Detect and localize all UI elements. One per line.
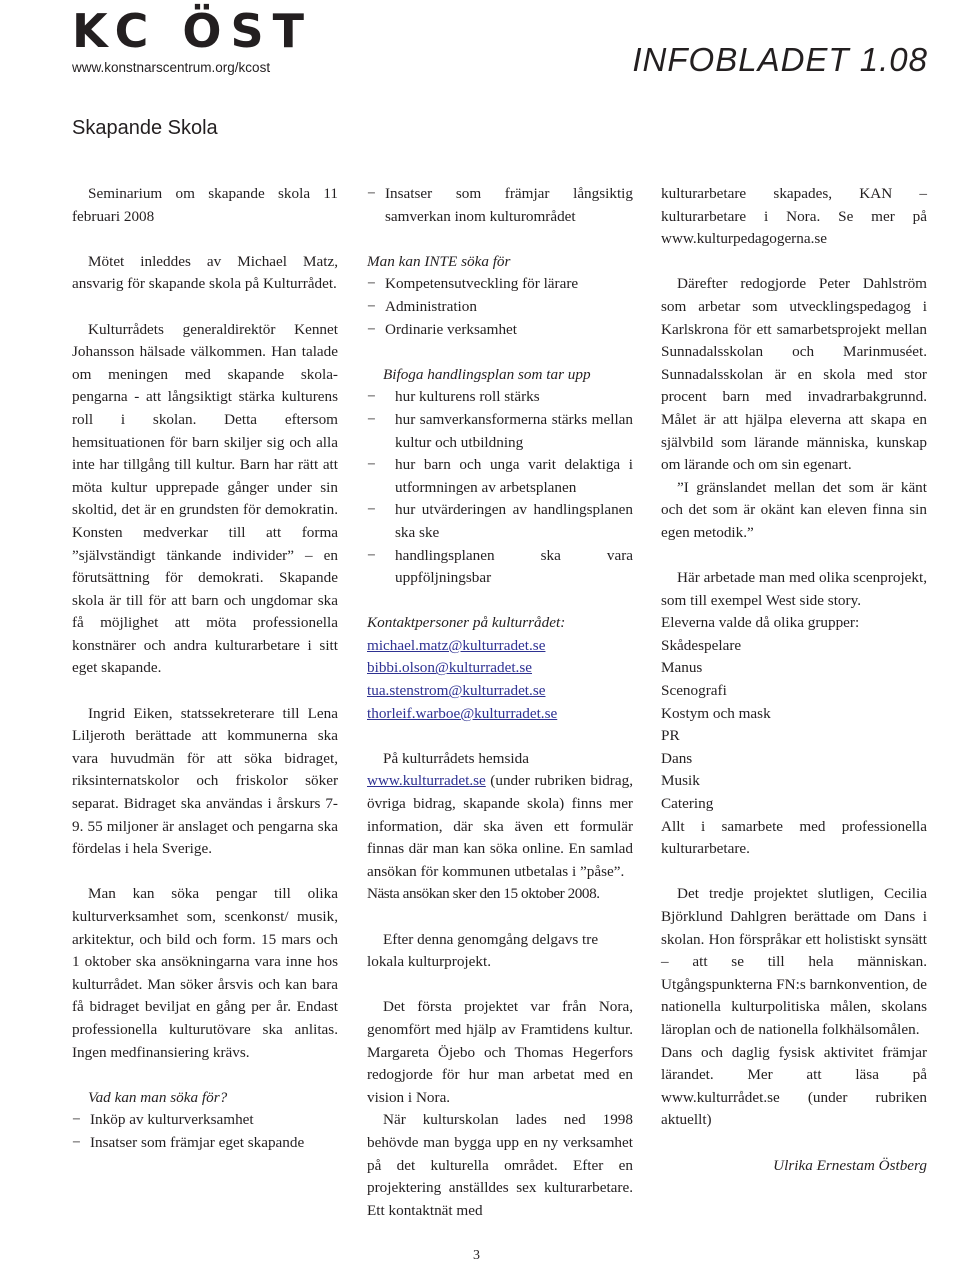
list-item: − Insatser som främjar långsiktig samverkan inom kulturområdet bbox=[367, 183, 633, 228]
list-item: − Ordinarie verksamhet bbox=[367, 319, 633, 342]
paragraph-opening: Mötet inleddes av Michael Matz, ansvarig för skapande skola på Kulturrådet. bbox=[72, 252, 338, 293]
section-title: Skapande Skola bbox=[72, 117, 218, 139]
continued-list bbox=[367, 183, 633, 228]
column-2 bbox=[367, 183, 633, 1222]
groups-outro: Allt i samarbete med professionella kulturarbetare. bbox=[661, 817, 927, 858]
contact-email bbox=[367, 635, 633, 658]
groups-intro: Eleverna valde då olika grupper: bbox=[661, 614, 860, 632]
page-number: 3 bbox=[473, 1248, 480, 1263]
paragraph-dance-project: Det tredje projektet slutligen, Cecilia Björklund Dahlgren berättade om Dans i skolan. Hon förspråkar ett holistiskt synsätt – att se till hela människan. Utgångspunkterna FN:s barnkonvention, de nationella kulturpolitiska målen, skolans läroplan och de nationella folkhälsomålen. bbox=[661, 885, 927, 1038]
question-list bbox=[72, 1109, 338, 1154]
list-item: − Kompetensutveckling för lärare bbox=[367, 273, 633, 296]
paragraph-physical-activity: Dans och daglig fysisk aktivitet främjar lärandet. Mer att läsa på www.kulturrådet.se (under rubriken aktuellt) bbox=[661, 1043, 927, 1129]
seminar-heading: Seminarium om skapande skola 11 februari 2008 bbox=[72, 185, 338, 225]
website-intro: På kulturrådets hemsida bbox=[383, 749, 529, 767]
paragraph-stage-projects: Här arbetade man med olika scenprojekt, som till exempel West side story. bbox=[661, 569, 927, 609]
paragraph-nora-culture-school: När kulturskolan lades ned 1998 behövde man bygga upp en ny verksamhet på det kulturella området. Efter en projektering anställdes sex kulturarbetare. Ett kontaktnät med bbox=[367, 1111, 633, 1219]
email-link[interactable]: bibbi.olson@kulturradet.se bbox=[367, 659, 532, 677]
group-item: Skådespelare bbox=[661, 636, 742, 654]
website-text: (under rubriken bidrag, övriga bidrag, skapande skola) finns mer information, där ska även ett formulär finnas där man kan söka online. En samlad ansökan för kommunen utbetalas i ”påse”. bbox=[367, 772, 633, 880]
group-item: Catering bbox=[661, 795, 714, 813]
list-item: − hur samverkansformerna stärks mellan kultur och utbildning bbox=[367, 409, 633, 454]
group-item: Kostym och mask bbox=[661, 704, 771, 722]
list-item: − handlingsplanen ska vara uppföljningsbar bbox=[367, 545, 633, 590]
action-plan-list bbox=[367, 386, 633, 589]
paragraph-director-general: Kulturrådets generaldirektör Kennet Johansson hälsade välkommen. Han talade om meningen med skapande skola-pengarna - att långsiktigt stärka kulturens roll i skolan. Detta eftersom hemsituationen för barn skiljer sig och alla inte har tillgång till kultur. Barn har rätt att möta kultur upprepade gånger under sin skoltid, det är en grundsten för demokratin. Konsten medverkar till att forma ”självständigt tänkande individer” – en förutsättning för demokrati. Skapande skola är till för att barn och ungdomar ska få möjlighet att möta professionella konstnärer och andra kulturarbetare i sitt eget skapande. bbox=[72, 320, 338, 677]
contacts-heading: Kontaktpersoner på kulturrådet: bbox=[367, 614, 566, 632]
group-item: Manus bbox=[661, 659, 703, 677]
author-signature: Ulrika Ernestam Östberg bbox=[773, 1156, 927, 1174]
contact-email bbox=[367, 680, 633, 703]
paragraph-state-secretary: Ingrid Eiken, statssekreterare till Lena Liljeroth berättade att kommunerna ska vara huvudmän för att söka bidraget, riksinternatskolor och friskolor söker separat. Bidraget ska användas i årskurs 7-9. 55 miljoner är anslaget och pengarna ska fördelas i hela Sverige. bbox=[72, 704, 338, 858]
issue-title: INFOBLADET 1.08 bbox=[632, 41, 928, 78]
not-eligible-list bbox=[367, 273, 633, 341]
list-item: − Inköp av kulturverksamhet bbox=[72, 1109, 338, 1132]
column-3 bbox=[661, 183, 927, 1177]
contact-email bbox=[367, 657, 633, 680]
website-paragraph bbox=[367, 770, 633, 883]
list-item: − Administration bbox=[367, 296, 633, 319]
website-url[interactable]: www.konstnarscentrum.org/kcost bbox=[72, 60, 271, 75]
next-application: Nästa ansökan sker den 15 oktober 2008. bbox=[367, 885, 600, 903]
group-item: Dans bbox=[661, 749, 693, 767]
group-item: Musik bbox=[661, 772, 700, 790]
contact-email bbox=[367, 703, 633, 726]
paragraph-nora-project: Det första projektet var från Nora, genomfört med hjälp av Framtidens kultur. Margareta Öjebo och Thomas Hegerfors redogjorde för hur man arbetat med en vision i Nora. bbox=[367, 998, 633, 1106]
list-item: − Insatser som främjar eget skapande bbox=[72, 1132, 338, 1155]
group-item: PR bbox=[661, 727, 680, 745]
list-item: − hur utvärderingen av handlingsplanen ska ske bbox=[367, 499, 633, 544]
list-item: − hur barn och unga varit delaktiga i utformningen av arbetsplanen bbox=[367, 454, 633, 499]
action-plan-heading: Bifoga handlingsplan som tar upp bbox=[383, 365, 591, 383]
not-eligible-heading: Man kan INTE söka för bbox=[367, 252, 511, 270]
paragraph-sunnadal-project: Därefter redogjorde Peter Dahlström som arbetar som utvecklingspedagog i Karlskrona för ett samarbetsprojekt mellan Sunnadalsskolan och Marinmuséet. Sunnadalsskolan är en skola med stor procent barn med invadrarbakgrunnd. Målet är att hjälpa eleverna att skapa en självbild som lärande människa, kunskap om lärande och om sin egenart. bbox=[661, 275, 927, 474]
paragraph-kan-continued: kulturarbetare skapades, KAN – kulturarbetare i Nora. Se mer på www.kulturpedagogerna.se bbox=[661, 185, 927, 248]
email-link[interactable]: michael.matz@kulturradet.se bbox=[367, 636, 546, 654]
paragraph-local-projects: Efter denna genomgång delgavs tre lokala kulturprojekt. bbox=[367, 930, 599, 971]
question-heading: Vad kan man söka för? bbox=[88, 1088, 228, 1106]
paragraph-funding: Man kan söka pengar till olika kulturverksamhet som, scenkonst/ musik, arkitektur, och bild och form. 15 mars och 1 oktober ska ansökningarna vara inne hos kulturrådet. Man söker årsvis och kan bara få bidraget beviljat en gång per år. Endast professionella kulturutövare ska anlitas. Ingen medfinansiering krävs. bbox=[72, 885, 338, 1061]
column-1 bbox=[72, 183, 338, 1155]
list-item: − hur kulturens roll stärks bbox=[367, 386, 633, 409]
email-link[interactable]: tua.stenstrom@kulturradet.se bbox=[367, 682, 546, 700]
kulturradet-link[interactable]: www.kulturradet.se bbox=[367, 772, 486, 790]
quote: ”I gränslandet mellan det som är känt och det som är okänt kan eleven finna sin egen metodik.” bbox=[661, 478, 927, 541]
group-item: Scenografi bbox=[661, 682, 727, 700]
kc-ost-logo: KC ÖST bbox=[72, 4, 313, 58]
email-link[interactable]: thorleif.warboe@kulturradet.se bbox=[367, 704, 558, 722]
